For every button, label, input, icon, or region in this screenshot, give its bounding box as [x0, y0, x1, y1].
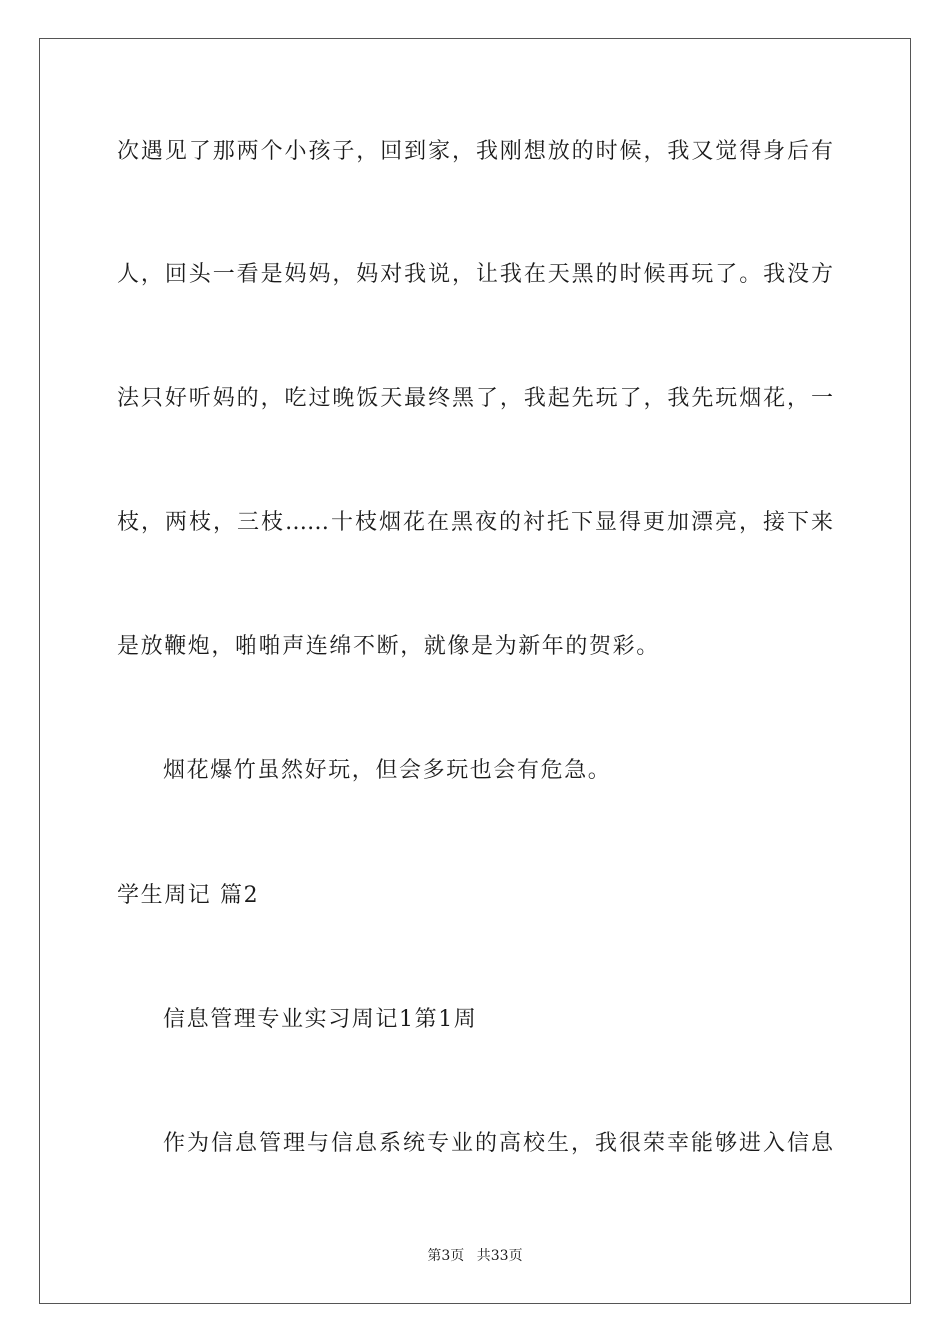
- page-footer: [0, 1247, 950, 1265]
- body-line-5: 是放鞭炮，啪啪声连绵不断，就像是为新年的贺彩。: [117, 634, 660, 659]
- body-line-3: 法只好听妈的，吃过晚饭天最终黑了，我起先玩了，我先玩烟花，一: [117, 386, 833, 411]
- page-total: 共33页: [476, 1248, 523, 1264]
- paragraph-start: 作为信息管理与信息系统专业的高校生，我很荣幸能够进入信息: [163, 1131, 833, 1156]
- body-line-4: 枝，两枝，三枝……十枝烟花在黑夜的衬托下显得更加漂亮，接下来: [117, 510, 833, 535]
- body-line-2: 人，回头一看是妈妈，妈对我说，让我在天黑的时候再玩了。我没方: [117, 262, 833, 287]
- section-heading: 学生周记 篇2: [117, 883, 260, 908]
- page-number: 第3页: [427, 1248, 465, 1264]
- page-border: [39, 38, 911, 1304]
- body-line-1: 次遇见了那两个小孩子，回到家，我刚想放的时候，我又觉得身后有: [117, 139, 833, 164]
- body-line-6: 烟花爆竹虽然好玩，但会多玩也会有危急。: [163, 758, 612, 783]
- section-subtitle: 信息管理专业实习周记1第1周: [163, 1007, 478, 1032]
